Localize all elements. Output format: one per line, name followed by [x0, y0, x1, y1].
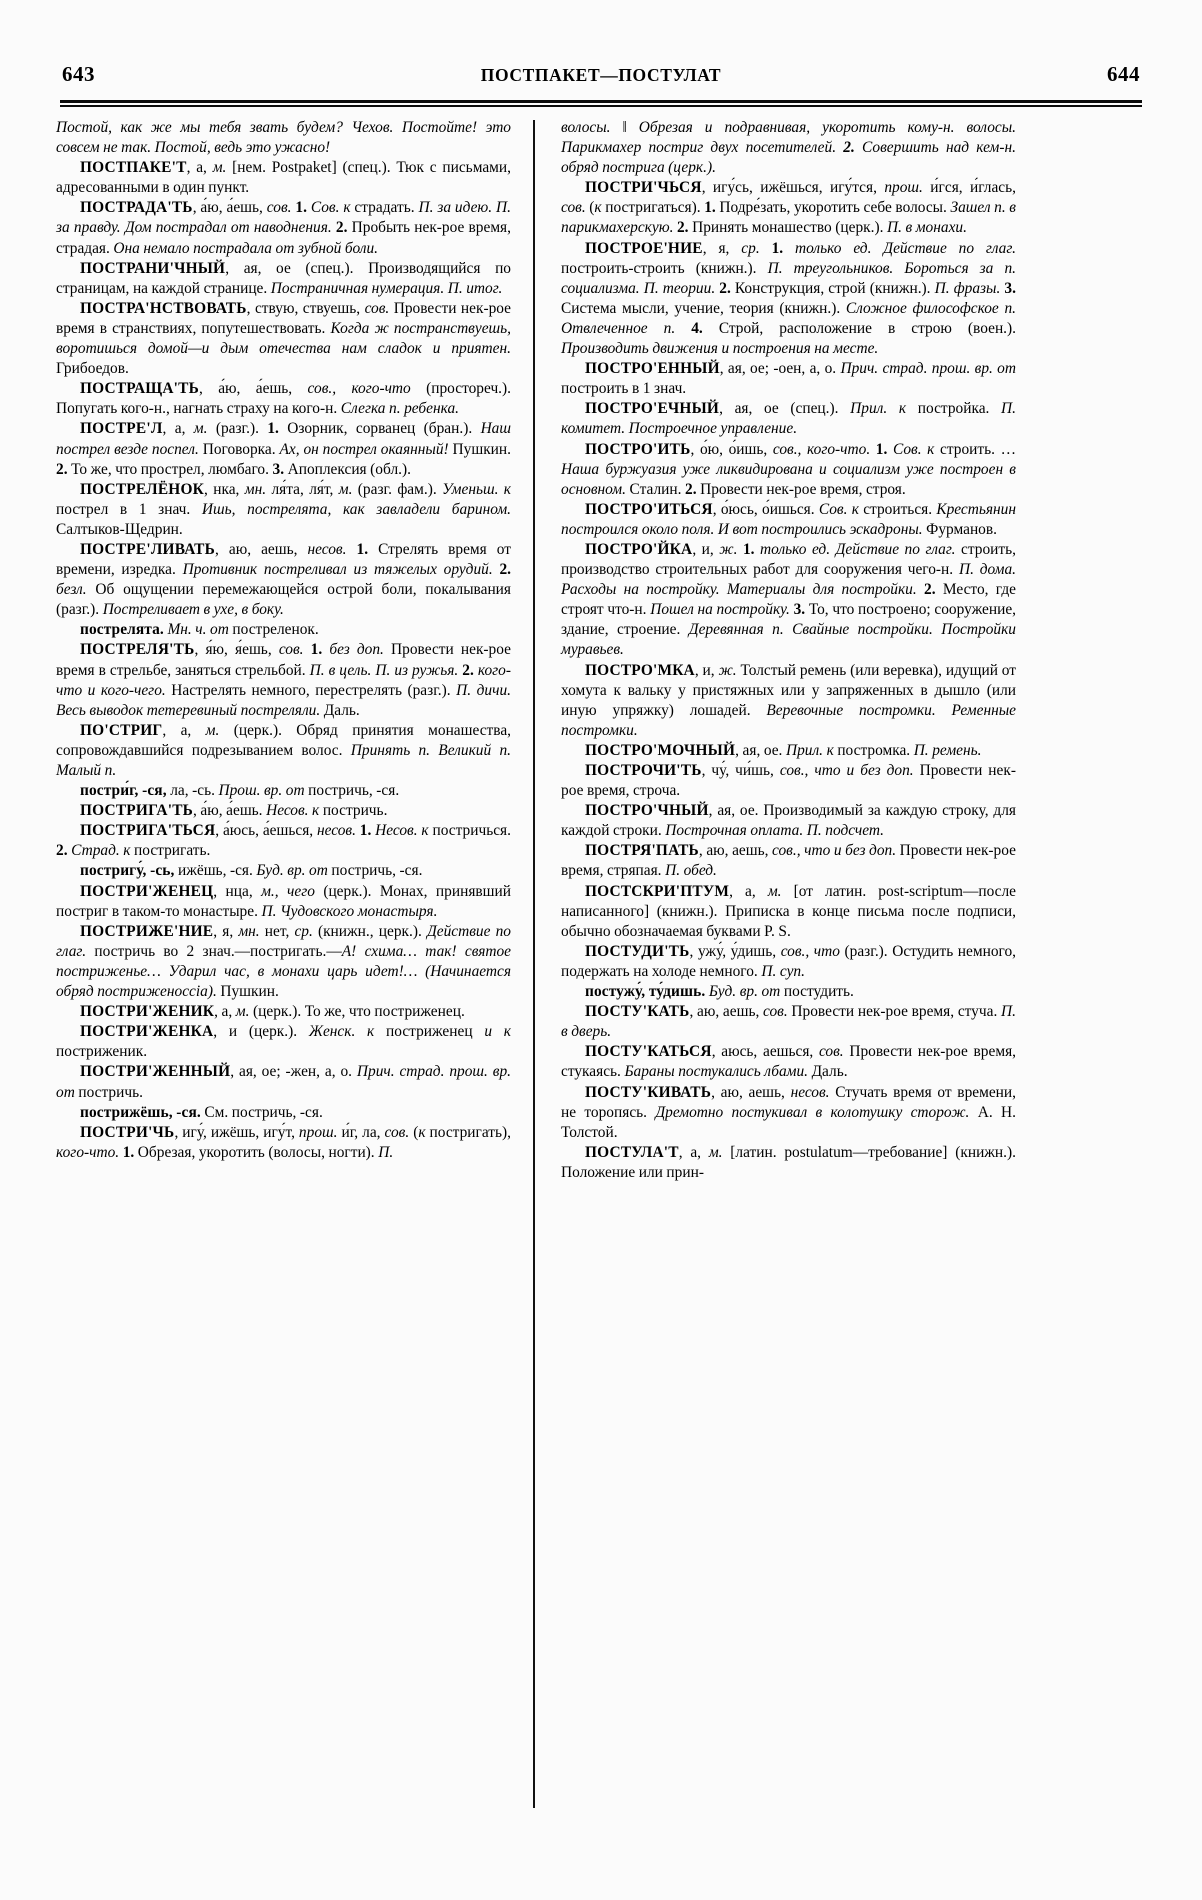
entry-definition: , ая, ое; -оен, а, о. Прич. страд. прош. вр. от построить в 1 знач.: [561, 360, 1016, 398]
entry-headword: ПОСТСКРИ'ПТУМ: [585, 882, 730, 900]
dictionary-entry: [56, 419, 511, 479]
dictionary-entry: [561, 399, 1016, 439]
dictionary-entry: [56, 1002, 511, 1022]
entry-definition: , а, м. [от латин. post-scriptum—после написанного] (книжн.). Приписка в конце письма после подписи, обычно обозначаемая буквами P. S.: [561, 882, 1016, 940]
entry-definition: , ужу́, у́дишь, сов., что (разг.). Остудить немного, подержать на холоде немного. П. суп.: [561, 942, 1016, 980]
page-title: ПОСТПАКЕТ—ПОСТУЛАТ: [480, 65, 722, 85]
dictionary-entry: [56, 540, 511, 620]
carryover-text: Постой, как же мы тебя звать будем? Чехов. Постойте! это совсем не так. Постой, ведь это ужасно!: [56, 119, 512, 157]
entry-headword: пострелята.: [80, 621, 164, 639]
dictionary-entry: [561, 661, 1016, 741]
dictionary-entry: [561, 178, 1016, 238]
entry-definition: , ая, ое (спец.). Производящийся по страницам, на каждой странице. Постраничная нумерация. П. итог.: [56, 259, 511, 297]
entry-headword: ПОСТРИ'ЖЕНКА: [80, 1023, 214, 1041]
dictionary-entry: [56, 1103, 511, 1123]
entry-headword: постужу́, ту́дишь.: [585, 983, 706, 1001]
dictionary-entry: [561, 239, 1016, 360]
entry-headword: ПОСТРЕ'Л: [80, 420, 163, 438]
folio-left: 643: [62, 62, 95, 86]
entry-headword: ПОСТРО'ИТЬСЯ: [585, 500, 713, 518]
entry-definition: , аю, аешь, сов. Провести нек-рое время, стуча. П. в дверь.: [561, 1003, 1016, 1041]
entry-definition: , и (церк.). Женск. к постриженец и к постриженик.: [56, 1023, 511, 1061]
entry-headword: ПОСТРОЕ'НИЕ: [585, 239, 703, 257]
entry-headword: ПОСТРИЖЕ'НИЕ: [80, 922, 214, 940]
right-column: [561, 118, 1016, 1838]
entry-headword: ПОСТРАНИ'ЧНЫЙ: [80, 259, 226, 277]
entry-definition: , я, мн. нет, ср. (книжн., церк.). Действие по глаг. постричь во 2 знач.—постригать.—А! схима… так! святое постриженье… Ударил час, в монахи царь идет!… (Начинается обряд постриженoccia). Пушкин.: [56, 922, 511, 1001]
rule-thin: [60, 105, 1142, 107]
entry-definition: , игу́, ижёшь, игу́т, прош. и́г, ла, сов. (к постригать), кого-что. 1. Обрезая, укоротить (волосы, ногти). П.: [56, 1123, 511, 1161]
dictionary-entry: [56, 1022, 511, 1062]
entry-headword: ПОСТУЛА'Т: [585, 1143, 679, 1161]
entry-headword: ПОСТРЕЛЯ'ТЬ: [80, 641, 195, 659]
entry-headword: ПОСТРИ'ЖЕНИК: [80, 1003, 215, 1021]
entry-definition: , нка, мн. ля́та, ля́т, м. (разг. фам.). Уменьш. к пострел в 1 знач. Ишь, пострелята, как завладели барином. Салтыков-Щедрин.: [56, 480, 511, 538]
entry-definition: , я́ю, я́ешь, сов. 1. без доп. Провести нек-рое время в стрельбе, заняться стрельбой. П. в цель. П. из ружья. 2. кого-что и кого-чего. Настрелять немного, перестрелять (разг.). П. дичи. Весь выводок тетеревиный постреляли. Даль.: [56, 641, 511, 719]
entry-definition: , аюсь, аешься, сов. Провести нек-рое время, стукаясь. Бараны постукались лбами. Даль.: [561, 1043, 1016, 1081]
entry-headword: ПОСТРАЩА'ТЬ: [80, 380, 199, 398]
dictionary-entry: [561, 500, 1016, 540]
dictionary-entry: [56, 299, 511, 379]
entry-definition: , аю, аешь, несов. 1. Стрелять время от времени, изредка. Противник постреливал из тяжелых орудий. 2. безл. Об ощущении перемежающейся острой боли, покалывания (разг.). Постреливает в ухе, в боку.: [56, 540, 511, 619]
dictionary-entry: [56, 801, 511, 821]
entry-definition: , а, м. [нем. Postpaket] (спец.). Тюк с письмами, адресованными в один пункт.: [56, 159, 511, 197]
dictionary-entry: [56, 1062, 511, 1102]
entry-definition: ижёшь, -ся. Буд. вр. от постричь, -ся.: [174, 862, 423, 880]
entry-headword: ПОСТРА'НСТВОВАТЬ: [80, 299, 247, 317]
entry-headword: ПОСТУ'КАТЬ: [585, 1003, 690, 1021]
entry-definition: , а́ю, а́ешь, сов., кого-что (простореч.). Попугать кого-н., нагнать страху на кого-н. Слегка п. ребенка.: [56, 380, 511, 418]
dictionary-entry: [56, 259, 511, 299]
entry-headword: ПОСТРИ'ЧЬСЯ: [585, 179, 702, 197]
dictionary-entry: [56, 1123, 511, 1163]
entry-headword: ПОСТУ'КИВАТЬ: [585, 1083, 712, 1101]
dictionary-entry: [561, 761, 1016, 801]
entry-definition: , а, м. (церк.). То же, что постриженец.: [214, 1003, 465, 1021]
entry-definition: , и, ж. 1. только ед. Действие по глаг. строить, производство строительных работ для сооружения чего-н. П. дома. Расходы на постройку. Материалы для постройки. 2. Место, где строят что-н. Пошел на постройку. 3. То, что построено; сооружение, здание, строение. Деревянная п. Свайные постройки. Постройки муравьев.: [561, 540, 1016, 659]
entry-headword: ПОСТРО'ИТЬ: [585, 440, 691, 458]
dictionary-entry: [561, 540, 1016, 661]
entry-definition: , а́юсь, а́ешься, несов. 1. Несов. к постричься. 2. Страд. к постригать.: [56, 822, 511, 860]
entry-headword: ПОСТРО'МКА: [585, 661, 695, 679]
carryover-text: волосы. ‖ Обрезая и подравнивая, укоротить кому-н. волосы. Парикмахер постриг двух посетителей. 2. Совершить над кем-н. обряд пострига (церк.).: [561, 119, 1016, 177]
entry-headword: ПОСТУ'КАТЬСЯ: [585, 1043, 712, 1061]
dictionary-entry: [561, 741, 1016, 761]
dictionary-entry: [56, 480, 511, 540]
dictionary-entry: [561, 1042, 1016, 1082]
dictionary-entry: [561, 1083, 1016, 1143]
entry-headword: ПОСТПАКЕ'Т: [80, 159, 187, 177]
entry-definition: Буд. вр. от постудить.: [708, 983, 854, 1001]
entry-definition: ла, -сь. Прош. вр. от постричь, -ся.: [166, 782, 400, 800]
entry-definition: См. постричь, -ся.: [200, 1103, 323, 1121]
dictionary-entry: [561, 440, 1016, 500]
entry-definition: , о́ю, о́ишь, сов., кого-что. 1. Сов. к строить. …Наша буржуазия уже ликвидирована и социализм уже построен в основном. Сталин. 2. Провести нек-рое время, строя.: [561, 440, 1016, 498]
dictionary-entry: [561, 982, 1016, 1002]
entry-definition: , ая, ое (спец.). Прил. к постройка. П. комитет. Построечное управление.: [561, 400, 1017, 438]
dictionary-entry: [56, 158, 511, 198]
entry-headword: ПО'СТРИГ: [80, 721, 163, 739]
entry-definition: , а, м. [латин. postulatum—требование] (книжн.). Положение или прин-: [561, 1143, 1016, 1181]
running-head: [62, 62, 1140, 92]
header-rule: [60, 100, 1142, 107]
entry-headword: ПОСТРО'ЕННЫЙ: [585, 360, 720, 378]
dictionary-entry: [56, 882, 511, 922]
entry-definition: , ая, ое; -жен, а, о. Прич. страд. прош. вр. от постричь.: [56, 1063, 511, 1101]
entry-headword: ПОСТРАДА'ТЬ: [80, 199, 193, 217]
dictionary-entry: [561, 1143, 1016, 1183]
folio-right: 644: [1107, 62, 1140, 86]
entry-definition: Мн. ч. от постреленок.: [167, 621, 319, 639]
entry-definition: , чу́, чи́шь, сов., что и без доп. Провести нек-рое время, строча.: [561, 762, 1016, 800]
column-divider: [533, 120, 535, 1808]
entry-headword: ПОСТРО'ЕЧНЫЙ: [585, 400, 720, 418]
entry-headword: ПОСТРО'МОЧНЫЙ: [585, 741, 736, 759]
entry-headword: ПОСТРЯ'ПАТЬ: [585, 842, 699, 860]
entry-definition: , нца, м., чего (церк.). Монах, принявший постриг в таком-то монастыре. П. Чудовского монастыря.: [56, 882, 511, 920]
entry-headword: ПОСТРОЧИ'ТЬ: [585, 762, 702, 779]
dictionary-entry: [561, 841, 1016, 881]
entry-definition: , ствую, ствуешь, сов. Провести нек-рое время в странствиях, попутешествовать. Когда ж постранствуешь, воротишься домой—и дым отечества нам сладок и приятен. Грибоедов.: [56, 299, 511, 378]
dictionary-entry: [56, 640, 511, 720]
entry-definition: , ая, ое. Прил. к постромка. П. ремень.: [735, 741, 982, 759]
entry-headword: ПОСТРО'ЧНЫЙ: [585, 802, 709, 820]
dictionary-entry: [561, 1002, 1016, 1042]
entry-definition: , а, м. (церк.). Обряд принятия монашества, сопровождавшийся подрезыванием волос. Принять п. Великий п. Малый п.: [56, 721, 511, 779]
entry-definition: , а, м. (разг.). 1. Озорник, сорванец (бран.). Наш пострел везде поспел. Поговорка. Ах, он пострел окаянный! Пушкин. 2. То же, что прострел, люмбаго. 3. Апоплексия (обл.).: [56, 420, 511, 478]
entry-headword: ПОСТРИ'ЖЕНЕЦ: [80, 882, 214, 900]
entry-headword: ПОСТРЕ'ЛИВАТЬ: [80, 540, 215, 558]
entry-definition: , я, ср. 1. только ед. Действие по глаг. построить-строить (книжн.). П. треугольников. Бороться за п. социализма. П. теории. 2. Конструкция, строй (книжн.). П. фразы. 3. Система мысли, учение, теория (книжн.). Сложное философское п. Отвлеченное п. 4. Строй, расположение в строю (воен.). Производить движения и построения на месте.: [561, 239, 1016, 358]
dictionary-entry: [561, 801, 1016, 841]
dictionary-entry: [56, 861, 511, 881]
entry-headword: ПОСТРИГА'ТЬ: [80, 802, 194, 820]
entry-headword: постри́г, -ся,: [80, 782, 167, 800]
entry-headword: ПОСТРО'ЙКА: [585, 540, 693, 558]
dictionary-entry: [56, 620, 511, 640]
dictionary-entry: [56, 198, 511, 258]
body-columns: [56, 118, 1148, 1838]
dictionary-entry: [561, 942, 1016, 982]
dictionary-entry: [56, 781, 511, 801]
entry-headword: пострижёшь, -ся.: [80, 1103, 201, 1121]
rule-thick: [60, 100, 1142, 103]
dictionary-entry: [56, 922, 511, 1002]
entry-headword: ПОСТРИ'ЖЕННЫЙ: [80, 1063, 231, 1081]
entry-headword: ПОСТРИГА'ТЬСЯ: [80, 822, 216, 840]
entry-headword: ПОСТРИ'ЧЬ: [80, 1123, 175, 1141]
entry-headword: постригу́, -сь,: [80, 862, 175, 880]
entry-headword: ПОСТУДИ'ТЬ: [585, 942, 690, 960]
entry-definition: , аю, аешь, несов. Стучать время от времени, не торопясь. Дремотно постукивал в колотушку сторож. А. Н. Толстой.: [561, 1083, 1016, 1141]
entry-headword: ПОСТРЕЛЁНОК: [80, 480, 205, 498]
entry-definition: , ая, ое. Производимый за каждую строку, для каждой строки. Построчная оплата. П. подсчет.: [561, 802, 1016, 840]
entry-definition: , игу́сь, ижёшься, игу́тся, прош. и́гся, и́глась, сов. (к постригаться). 1. Подре́зать, укоротить себе волосы. Зашел п. в парикмахерскую. 2. Принять монашество (церк.). П. в монахи.: [561, 179, 1016, 237]
dictionary-entry: [56, 821, 511, 861]
dictionary-entry: [56, 721, 511, 781]
left-column: [56, 118, 533, 1838]
dictionary-entry: [56, 379, 511, 419]
entry-definition: , а́ю, а́ешь. Несов. к постричь.: [193, 802, 388, 820]
entry-definition: , и, ж. Толстый ремень (или веревка), идущий от хомута к вальку у пристяжных или у запряженных в дышло (или иную упряжку) лошадей. Веревочные постромки. Ременные постромки.: [561, 661, 1016, 739]
dictionary-entry: [561, 359, 1016, 399]
entry-definition: , а́ю, а́ешь, сов. 1. Сов. к страдать. П. за идею. П. за правду. Дом пострадал от наводнения. 2. Пробыть нек-рое время, страдая. Она немало пострадала от зубной боли.: [56, 199, 511, 257]
entry-definition: , аю, аешь, сов., что и без доп. Провести нек-рое время, стряпая. П. обед.: [561, 842, 1016, 880]
entry-definition: , о́юсь, о́ишься. Сов. к строиться. Крестьянин построился около поля. И вот построились эскадроны. Фурманов.: [561, 500, 1016, 538]
dictionary-entry: [561, 882, 1016, 942]
